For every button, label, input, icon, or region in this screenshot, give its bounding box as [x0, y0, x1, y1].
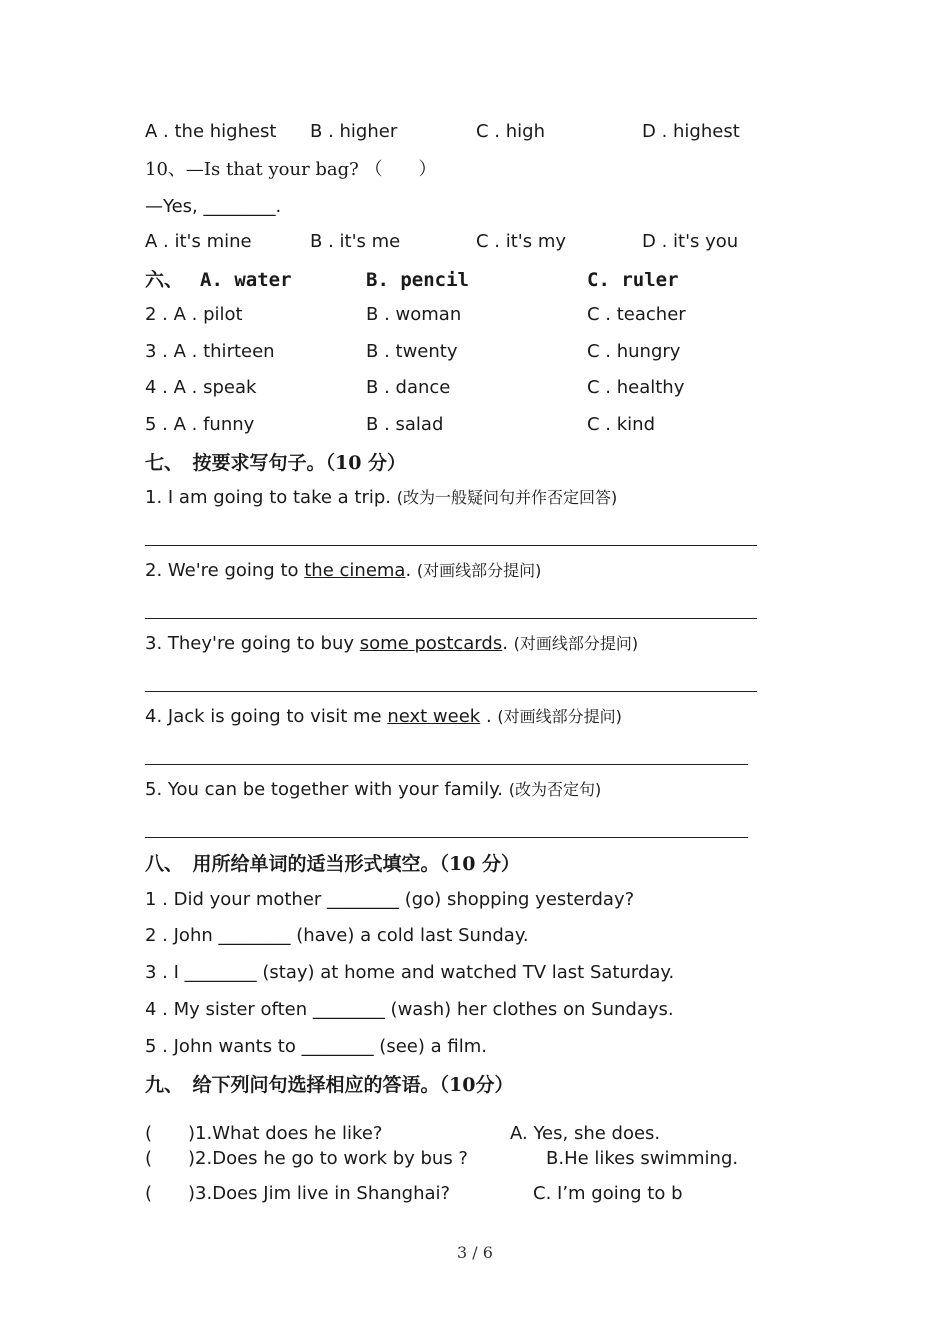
q10-option-d: D . it's you [642, 231, 739, 252]
q10-reply: —Yes, ________. [145, 196, 282, 217]
section6-row3-c: C . hungry [587, 341, 681, 362]
section8-heading: 八、 用所给单词的适当形式填空。（10 分） [145, 853, 521, 875]
q9-option-c: C . high [476, 121, 545, 142]
section6-row2-b: B . woman [366, 304, 462, 325]
section8-item-3: 3 . I ________ (stay) at home and watched TV last Saturday. [145, 962, 675, 983]
answer-line-3[interactable] [145, 691, 757, 692]
section6-row2-a: 2 . A . pilot [145, 304, 243, 325]
section9-question-1: ( )1.What does he like? [145, 1123, 383, 1144]
section6-row5-c: C . kind [587, 414, 655, 435]
section6-row4-c: C . healthy [587, 377, 685, 398]
section9-heading: 九、 给下列问句选择相应的答语。（10分） [145, 1074, 514, 1096]
q10-option-c: C . it's my [476, 231, 567, 252]
section9-answer-a: A. Yes, she does. [510, 1123, 661, 1144]
q9-option-a: A . the highest [145, 121, 277, 142]
section8-item-5: 5 . John wants to ________ (see) a film. [145, 1036, 487, 1057]
section6-row4-b: B . dance [366, 377, 451, 398]
q10-option-a: A . it's mine [145, 231, 252, 252]
section7-heading: 七、 按要求写句子。（10 分） [145, 452, 407, 474]
section6-row2-c: C . teacher [587, 304, 686, 325]
section6-row3-b: B . twenty [366, 341, 458, 362]
q10-option-b: B . it's me [310, 231, 401, 252]
section8-item-2: 2 . John ________ (have) a cold last Sunday. [145, 925, 529, 946]
section9-answer-b: B.He likes swimming. [546, 1148, 739, 1169]
section6-row1-b: B. pencil [366, 269, 469, 291]
section6-row5-b: B . salad [366, 414, 444, 435]
section8-item-1: 1 . Did your mother ________ (go) shopping yesterday? [145, 889, 635, 910]
section6-row4-a: 4 . A . speak [145, 377, 257, 398]
section9-question-2: ( )2.Does he go to work by bus ? [145, 1148, 468, 1169]
q9-option-d: D . highest [642, 121, 740, 142]
section8-item-4: 4 . My sister often ________ (wash) her clothes on Sundays. [145, 999, 674, 1020]
section7-item-2: 2. We're going to the cinema. (对画线部分提问) [145, 560, 542, 581]
section6-row1-c: C. ruler [587, 269, 679, 291]
answer-line-5[interactable] [145, 837, 748, 838]
section6-row5-a: 5 . A . funny [145, 414, 255, 435]
section6-row3-a: 3 . A . thirteen [145, 341, 275, 362]
section7-item-3: 3. They're going to buy some postcards. (对画线部分提问) [145, 633, 639, 654]
page-number: 3 / 6 [457, 1243, 493, 1262]
section6-row1-a: A. water [200, 269, 292, 291]
answer-line-1[interactable] [145, 545, 757, 546]
section7-item-4: 4. Jack is going to visit me next week . (对画线部分提问) [145, 706, 622, 727]
section7-item-1: 1. I am going to take a trip. (改为一般疑问句并作否定回答) [145, 487, 618, 508]
answer-line-2[interactable] [145, 618, 757, 619]
answer-line-4[interactable] [145, 764, 748, 765]
section6-label: 六、 [145, 269, 184, 291]
q9-option-b: B . higher [310, 121, 398, 142]
section7-item-5: 5. You can be together with your family. (改为否定句) [145, 779, 602, 800]
section9-question-3: ( )3.Does Jim live in Shanghai? [145, 1183, 451, 1204]
section9-answer-c: C. I’m going to b [533, 1183, 683, 1204]
q10-question: 10、—Is that your bag? （ ） [145, 159, 437, 180]
